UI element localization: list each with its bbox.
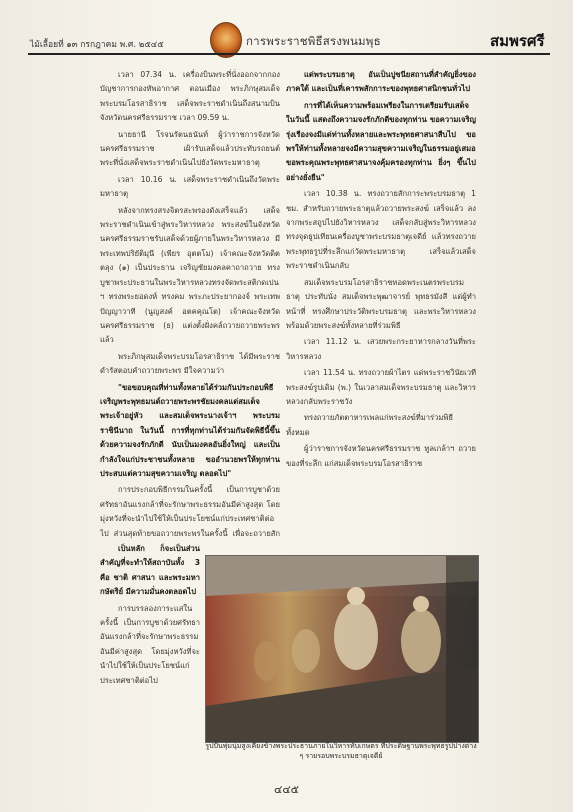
paragraph: ผู้ว่าราชการจังหวัดนครศรีธรรมราช ทูลเกล้าฯ ถวายของที่ระลึก แก่สมเด็จพระบรมโอรสาธิราช xyxy=(286,444,476,468)
left-column xyxy=(100,68,280,542)
left-narrow-column xyxy=(100,542,200,764)
paragraph: แด่พระบรมธาตุ อันเป็นปูชนียสถานที่สำคัญยิ่งของภาคใต้ และเป็นที่เคารพสักการะของพุทธศาสนิกชนทั่วไป xyxy=(286,70,476,94)
paragraph: การบรรลองการะแสในครั้งนี้ เป็นการบูชาด้วยศรัทธาอันแรงกล้าที่จะรักษาพระธรรมอันมีค่าสูงสุด โดยมุ่งหวังที่จะนำไปใช้ให้เป็นประโยชน์แก่ประเทศชาติต่อไป xyxy=(100,603,200,685)
paragraph: เป็นหลัก ก็จะเป็นส่วนสำคัญที่จะทำให้สถาบันทั้ง 3 คือ ชาติ ศาสนา และพระมหากษัตริย์ มีความมั่นคงตลอดไป xyxy=(100,544,200,597)
paragraph: เวลา 10.38 น. ทรงถวายสักการะพระบรมธาตุ 1 ชม. สำหรับถวายพระธาตุแล้วถวายพระสงฆ์ เสร็จแล้ว ลงจากพระสถูปไปยังวิหารหลวง เสด็จกลับสู่พระวิหารหลวง ทรงจุดธูปเทียนเครื่องบูชาพระบรมธาตุเจดีย์ แล้วทรงถวายพระพุทธรูปที่ระลึกแก่วัดพระมหาธาตุ เสร็จแล้วเสด็จพระราชดำเนินกลับ xyxy=(286,189,476,271)
paragraph: นายธานี โรจนรัตนธนันท์ ผู้ว่าราชการจังหวัดนครศรีธรรมราช เฝ้ารับเสด็จแล้วประทับรถยนต์พระที่นั่งเสด็จพระราชดำเนินไปยังวัดพระมหาธาตุ xyxy=(100,129,280,168)
temple-photo xyxy=(205,555,479,743)
photo-caption: รูปปั้นพุ่มนุ่มสูงเคียงข้างพระประธานภายในวิหารทับเกษตร ที่ประดิษฐานพระพุทธรูปปางต่าง ๆ รายรอบพระบรมธาตุเจดีย์ xyxy=(205,742,477,760)
issue-date: ไม้เลื้อยที่ ๑๓ กรกฎาคม พ.ศ. ๒๕๔๕ xyxy=(30,40,164,50)
right-column xyxy=(286,68,476,546)
paragraph: พระภิกษุสมเด็จพระบรมโอรสาธิราช ได้มีพระราชดำรัสตอบคำถวายพระพร มีใจความว่า xyxy=(100,351,280,376)
paragraph: เวลา 10.16 น. เสด็จพระราชดำเนินถึงวัดพระมหาธาตุ xyxy=(100,174,280,199)
paragraph: เวลา 11.54 น. ทรงถวายผ้าไตร แด่พระราชวินัยเวที พระสงฆ์รูปเดิม (พ.) ในเวลาสมเด็จพระบรมธาตุ และวิหารหลวงกลับพระราชวัง xyxy=(286,368,476,406)
publication-logo: สมพรศรี xyxy=(490,32,545,50)
paragraph: สมเด็จพระบรมโอรสาธิราชทอดพระเนตรพระบรมธาตุ ประทับนั่ง สมเด็จพระพุฒาจารย์ พุทธรมังสี แด่ผู้ทำหน้าที่ ทรงศึกษาประวัติพระบรมธาตุ และพระวิหารหลวง พร้อมด้วยพระสงฆ์ทั้งหลายที่ร่วมพิธี xyxy=(286,277,476,330)
paragraph: "ขอขอบคุณที่ท่านทั้งหลายได้ร่วมกันประกอบพิธีเจริญพระพุทธมนต์ถวายพระพรชัยมงคลแด่สมเด็จพระเจ้าอยู่หัว และสมเด็จพระนางเจ้าฯ พระบรมราชินีนาถ ในวันนี้ การที่ทุกท่านได้ร่วมกันจัดพิธีนี้ขึ้นด้วยความจงรักภักดี นับเป็นมงคลอันยิ่งใหญ่ และเป็นกำลังใจแก่ประชาชนทั้งหลาย ขออำนวยพรให้ทุกท่านประสบแต่ความสุขความเจริญ ตลอดไป" xyxy=(100,382,280,478)
paragraph: ทรงถวายภัตตาหารเพลแก่พระสงฆ์ที่มาร่วมพิธีทั้งหมด xyxy=(286,413,454,437)
paragraph: หลังจากทรงสรงจิตรสะพรองดังเสร็จแล้ว เสด็จพระราชดำเนินเข้าสู่พระวิหารหลวง พระสงฆ์ในจังหวัดนครศรีธรรมราชรับเสด็จด้วยผู้ภายในพระวิหารหลวง มีพระเทพปริยัติมุนี (เพียร อุตตโม) เจ้าคณะจังหวัดดิตตลุง (๑) เป็นประธาน เจริญชัยมงคลคาถาถวาย ทรงบูชาพระประธานในพระวิหารหลวงทรงจัดพระสติกดเปน ฯ ทรงพระยอดงห์ ทรงคม พระภะประยากองจ์ พระเทพปัญญาวาที (นูญสงค์ อตคคุณโต) เจ้าคณะจังหวัดนครศรีธรรมราช (ธ) แต่งตั้งฝั่งคล์ถวายถวายพระพรแล้ว xyxy=(100,205,280,345)
header-divider xyxy=(28,53,550,55)
paragraph: เวลา 07.34 น. เครื่องบินพระที่นั่งออกจากกองบัญชาการกองทัพอากาศ ดอนเมือง พระภิกษุสมเด็จพระบรมโอรสาธิราช เสด็จพระราชดำเนินถึงสนามบินจังหวัดนครศรีธรรมราช เวลา 09.59 น. xyxy=(100,70,280,123)
paragraph: การประกอบพิธีกรรมในครั้งนี้ เป็นการบูชาด้วยศรัทธาอันแรงกล้าที่จะรักษาพระธรรมอันมีค่าสูงสุด โดยมุ่งหวังที่จะนำไปใช้ให้เป็นประโยชน์แก่ประเทศชาติต่อไป ส่วนสุดท้ายขอถวายพระพรในครั้งนี้ เพื่อจะถวายสัก xyxy=(100,485,280,538)
paragraph: เวลา 11.12 น. เสวยพระกระยาหารกลางวันที่พระวิหารหลวง xyxy=(286,337,476,361)
paragraph: การที่ได้เห็นความพร้อมเพรียงในการเตรียมรับเสด็จในวันนี้ แสดงถึงความจงรักภักดีของทุกท่าน ขอความเจริญรุ่งเรืองจงมีแด่ท่านทั้งหลายและพระพุทธศาสนาสืบไป ขอพรให้ท่านทั้งหลายจงมีความสุขความเจริญในธรรมอยู่เสมอ ขอพระคุณพระพุทธศาสนาจงคุ้มครองทุกท่าน ยิ่งๆ ขึ้นไปอย่างยั่งยืน" xyxy=(286,100,476,182)
page-number: ๔๔๕ xyxy=(274,783,299,796)
page-header-title: การพระราชพิธีสรงพนมพุธ xyxy=(246,34,381,48)
